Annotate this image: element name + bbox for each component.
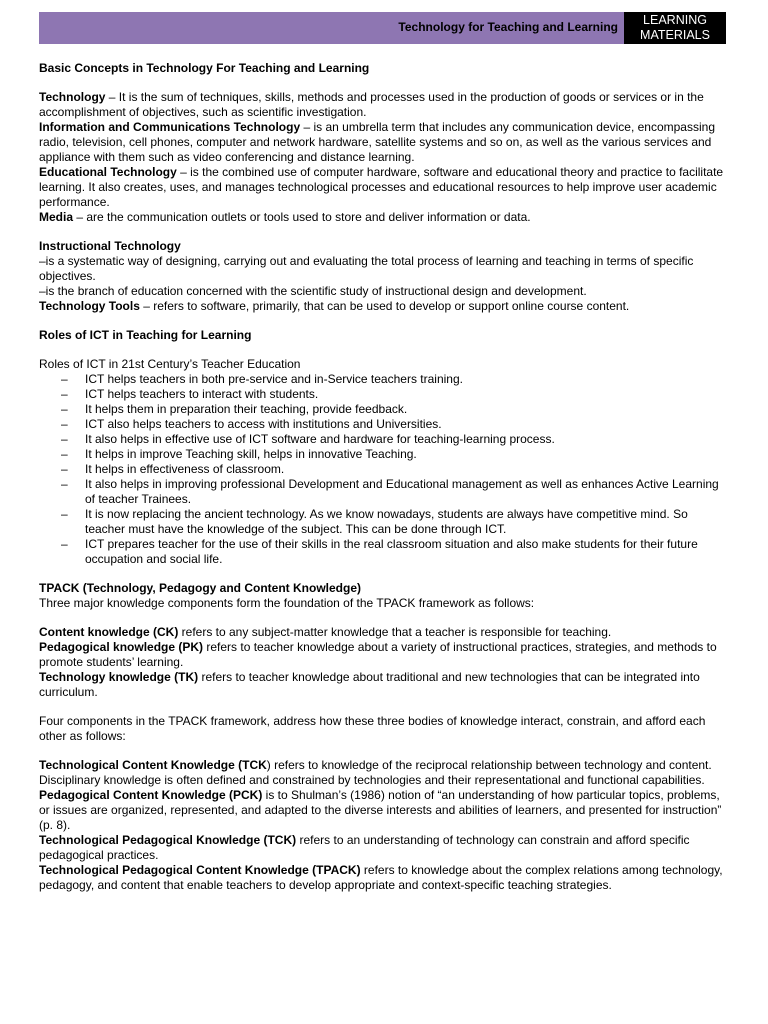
tpack-pck: Pedagogical Content Knowledge (PCK) is to Shulman’s (1986) notion of “an understanding of how particular topics, problems, or issues are organized, represented, and adapted to the diverse interests and abilities of learners, and presented for instruction” (p. 8). [39,788,722,832]
definition-text: – are the communication outlets or tools used to store and deliver information or data. [73,210,531,224]
definition-text: – is the combined use of computer hardware, software and educational theory and practice to facilitate learning. It also creates, uses, and manages technological processes and educational resources to help improve user academic performance. [39,165,724,209]
definition-ict [39,120,729,165]
list-item: – It is now replacing the ancient technology. As we know nowadays, students are always have competitive mind. So teacher must have the knowledge of the subject. This can be done through ICT. [39,507,729,537]
badge-line-2: MATERIALS [640,28,710,42]
badge-line-1: LEARNING [643,13,707,27]
list-item: – It helps in effectiveness of classroom. [39,462,729,477]
list-item: – ICT prepares teacher for the use of their skills in the real classroom situation and also make students for their future occupation and social life. [39,537,729,567]
definition-media [39,210,729,225]
tpack-component-tk: Technology knowledge (TK) refers to teacher knowledge about traditional and new technologies that can be integrated into curriculum. [39,670,700,699]
list-item: – ICT helps teachers in both pre-service and in-Service teachers training. [39,372,729,387]
list-item: – ICT helps teachers to interact with students. [39,387,729,402]
header-bar [39,12,726,44]
tpack-intro: Three major knowledge components form the foundation of the TPACK framework as follows: [39,596,535,610]
instructional-line-1: –is a systematic way of designing, carrying out and evaluating the total process of learning and teaching in terms of specific objectives. [39,254,694,283]
tpack-tpk: Technological Pedagogical Knowledge (TCK) refers to an understanding of technology can constrain and afford specific pedagogical practices. [39,833,690,862]
definition-text: – It is the sum of techniques, skills, methods and processes used in the production of goods or services or in the accomplishment of objectives, such as scientific investigation. [39,90,704,119]
list-item: – It also helps in improving professional Development and Educational management as well as enhances Active Learning of teacher Trainees. [39,477,729,507]
tpack-component-pk: Pedagogical knowledge (PK) refers to teacher knowledge about a variety of instructional practices, strategies, and methods to promote students’ learning. [39,640,717,669]
definition-term: Technology [39,90,106,104]
list-item: – It helps them in preparation their teaching, provide feedback. [39,402,729,417]
instructional-heading: Instructional Technology [39,239,181,253]
roles-subheading: Roles of ICT in 21st Century’s Teacher Education [39,357,301,371]
definition-term: Information and Communications Technology [39,120,301,134]
intro-heading: Basic Concepts in Technology For Teaching and Learning [39,61,370,75]
header-title: Technology for Teaching and Learning [398,20,618,34]
list-item: – It also helps in effective use of ICT software and hardware for teaching-learning process. [39,432,729,447]
definition-term: Educational Technology [39,165,177,179]
definition-educational-technology [39,165,729,210]
list-item: – It helps in improve Teaching skill, helps in innovative Teaching. [39,447,729,462]
roles-list [39,372,729,567]
tpack-tck: Technological Content Knowledge (TCK) refers to knowledge of the reciprocal relationship between technology and content. Disciplinary knowledge is often defined and constrained by technologies and their representational and functional capabilities. [39,758,712,787]
tpack-four-intro: Four components in the TPACK framework, address how these three bodies of knowledge interact, constrain, and afford each other as follows: [39,714,706,743]
list-item: – ICT also helps teachers to access with institutions and Universities. [39,417,729,432]
roles-heading: Roles of ICT in Teaching for Learning [39,328,252,342]
tpack-heading: TPACK (Technology, Pedagogy and Content Knowledge) [39,581,361,595]
definition-term: Media [39,210,74,224]
tpack-tpack: Technological Pedagogical Content Knowledge (TPACK) refers to knowledge about the complex relations among technology, pedagogy, and content that enable teachers to develop appropriate and context-specific teaching strategies. [39,863,723,892]
instructional-line-2: –is the branch of education concerned with the scientific study of instructional design and development. [39,284,587,298]
learning-materials-badge [624,12,726,44]
definition-technology [39,90,729,120]
tpack-component-ck: Content knowledge (CK) refers to any subject-matter knowledge that a teacher is responsible for teaching. [39,625,612,639]
document-body [39,61,729,893]
definition-text: – is an umbrella term that includes any communication device, encompassing radio, television, cell phones, computer and network hardware, satellite systems and so on, as well as the various services and appliance with them such as video conferencing and distance learning. [39,120,715,164]
technology-tools: Technology Tools – refers to software, primarily, that can be used to develop or support online course content. [39,299,630,313]
